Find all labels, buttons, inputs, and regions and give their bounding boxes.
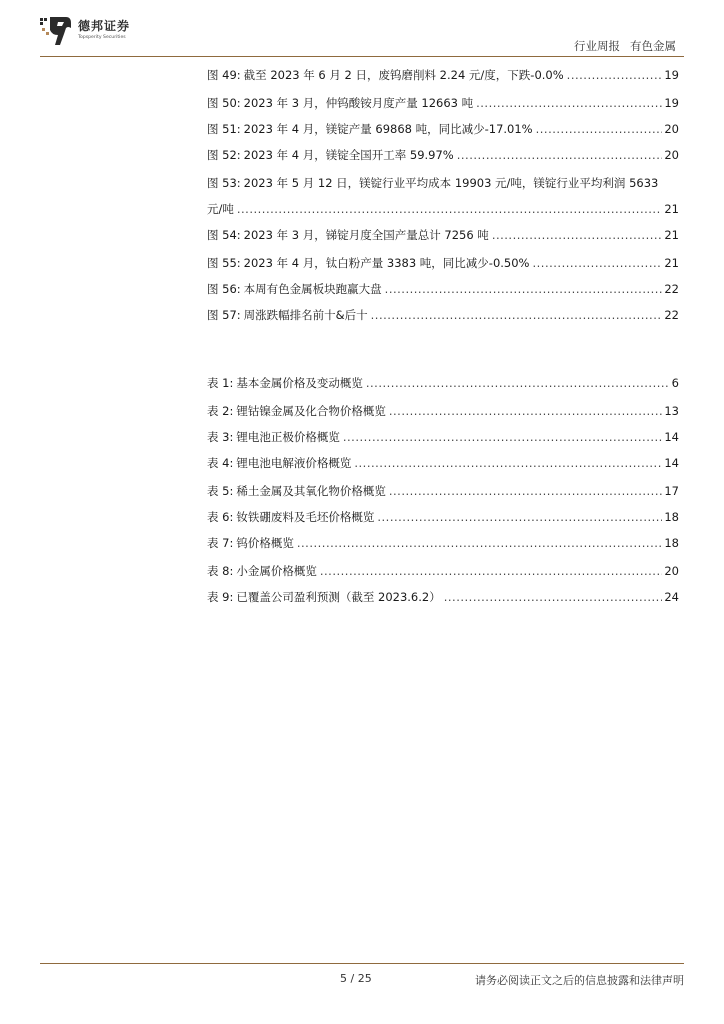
figure-entry[interactable] [207,174,679,192]
table-entry[interactable] [207,374,679,392]
table-title: 锂钴镍金属及化合物价格概览 [236,404,386,418]
figure-label: 图 52: [207,148,241,162]
table-page: 17 [664,484,679,498]
dot-leader [371,306,663,324]
dot-leader [457,146,663,164]
table-title: 钕铁硼废料及毛坯价格概览 [236,510,375,524]
table-page: 24 [664,590,679,604]
figure-label: 图 51: [207,122,241,136]
figure-entry[interactable] [207,66,679,84]
figure-page: 21 [664,256,679,270]
figure-title: 2023 年 3 月，锑锭月度全国产量总计 7256 吨 [243,228,489,242]
dot-leader [237,200,662,218]
figure-page: 20 [664,148,679,162]
table-title: 稀土金属及其氧化物价格概览 [236,484,386,498]
table-page: 13 [664,404,679,418]
sector-name: 有色金属 [630,39,676,53]
dot-leader [536,120,663,138]
figure-label: 图 53: [207,176,241,190]
table-label: 表 7: [207,536,234,550]
page-header [0,0,724,62]
table-entry[interactable] [207,454,679,472]
table-page: 6 [671,376,679,390]
figure-page: 19 [664,96,679,110]
figure-title: 2023 年 4 月，钛白粉产量 3383 吨，同比减少-0.50% [243,256,530,270]
figure-label: 图 54: [207,228,241,242]
dot-leader [389,402,663,420]
figure-title: 2023 年 3 月，仲钨酸铵月度产量 12663 吨 [243,96,474,110]
figure-label: 图 56: [207,282,241,296]
figure-page: 22 [664,282,679,296]
table-title: 小金属价格概览 [236,564,317,578]
table-title: 钨价格概览 [236,536,294,550]
table-page: 14 [664,430,679,444]
table-entry[interactable] [207,482,679,500]
dot-leader [567,66,663,84]
dot-leader [377,508,662,526]
table-label: 表 3: [207,430,234,444]
table-label: 表 9: [207,590,234,604]
figure-label: 图 55: [207,256,241,270]
figure-page: 22 [664,308,679,322]
company-logo [40,14,160,48]
table-label: 表 4: [207,456,234,470]
footer-rule [40,963,684,964]
table-page: 14 [664,456,679,470]
table-entry[interactable] [207,428,679,446]
figure-title: 截至 2023 年 6 月 2 日，废钨磨削料 2.24 元/度，下跌-0.0% [243,68,564,82]
bull-logo-icon [40,14,74,48]
logo-chinese-name: 德邦证券 [78,19,131,33]
figure-title: 周涨跌幅排名前十&后十 [243,308,368,322]
table-entry[interactable] [207,508,679,526]
header-rule [40,56,684,57]
table-entry[interactable] [207,402,679,420]
table-title: 已覆盖公司盈利预测（截至 2023.6.2） [236,590,441,604]
table-label: 表 8: [207,564,234,578]
figure-title: 2023 年 4 月，镁锭产量 69868 吨，同比减少-17.01% [243,122,533,136]
table-label: 表 6: [207,510,234,524]
figure-entry[interactable] [207,120,679,138]
table-label: 表 1: [207,376,234,390]
dot-leader [492,226,663,244]
table-label: 表 5: [207,484,234,498]
dot-leader [354,454,662,472]
figure-page: 19 [664,68,679,82]
figure-title: 本周有色金属板块跑赢大盘 [243,282,382,296]
figure-title-continued: 元/吨 [207,202,234,216]
table-entry[interactable] [207,534,679,552]
dot-leader [389,482,663,500]
figure-title: 2023 年 4 月，镁锭全国开工率 59.97% [243,148,454,162]
figure-label: 图 49: [207,68,241,82]
table-entry[interactable] [207,588,679,606]
dot-leader [320,562,663,580]
figure-label: 图 50: [207,96,241,110]
table-title: 锂电池电解液价格概览 [236,456,352,470]
figure-entry[interactable] [207,226,679,244]
figure-page: 21 [664,202,679,216]
figure-entry[interactable] [207,254,679,272]
figure-entry[interactable] [207,280,679,298]
table-label: 表 2: [207,404,234,418]
table-title: 基本金属价格及变动概览 [236,376,363,390]
figure-page: 21 [664,228,679,242]
dot-leader [366,374,670,392]
dot-leader [385,280,663,298]
report-type: 行业周报 [574,39,620,53]
table-page: 20 [664,564,679,578]
figure-entry[interactable] [207,94,679,112]
table-page: 18 [664,536,679,550]
table-entry[interactable] [207,562,679,580]
figure-entry[interactable] [207,306,679,324]
figure-page: 20 [664,122,679,136]
dot-leader [444,588,663,606]
figure-label: 图 57: [207,308,241,322]
table-title: 锂电池正极价格概览 [236,430,340,444]
figure-entry[interactable] [207,146,679,164]
figure-title: 2023 年 5 月 12 日，镁锭行业平均成本 19903 元/吨，镁锭行业平均利润 5633 [243,176,659,190]
header-report-info [564,38,676,54]
dot-leader [297,534,663,552]
logo-english-name: Topsperity Securities [78,35,126,40]
dot-leader [343,428,663,446]
figure-entry-continued[interactable] [207,200,679,218]
disclaimer-note: 请务必阅读正文之后的信息披露和法律声明 [475,974,684,987]
dot-leader [476,94,662,112]
dot-leader [532,254,662,272]
table-page: 18 [664,510,679,524]
page-number: 5 / 25 [340,972,372,985]
